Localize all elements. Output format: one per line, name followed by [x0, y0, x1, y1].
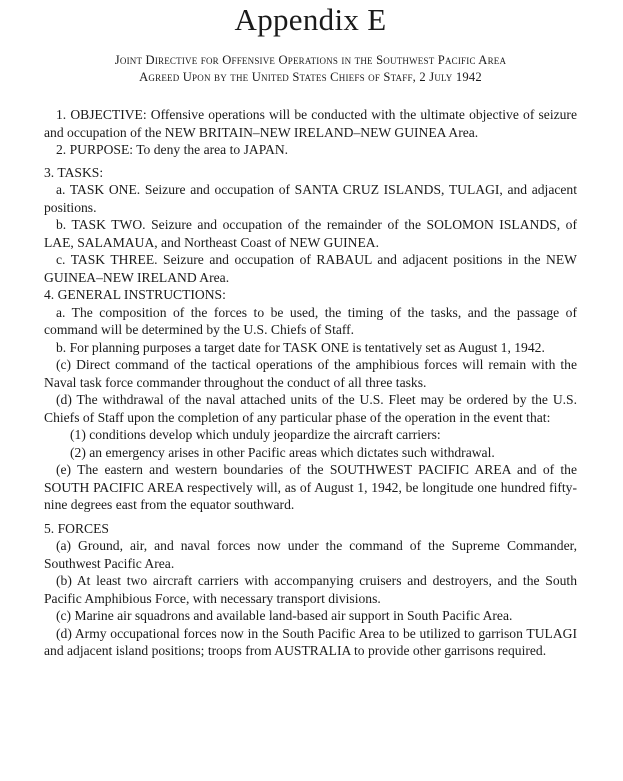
paragraph-instruction-d: (d) The withdrawal of the naval attached units of the U.S. Fleet may be ordered by the U.S. Chiefs of Staff upon the completion of any particular phase of the operation in the event that: [44, 392, 577, 425]
paragraph-task-three: c. TASK THREE. Seizure and occupation of RABAUL and adjacent positions in the NEW GUINEA–NEW IRELAND Area. [44, 252, 577, 285]
paragraph-instruction-a: a. The composition of the forces to be used, the timing of the tasks, and the passage of command will be determined by the U.S. Chiefs of Staff. [44, 304, 577, 337]
paragraph-forces-d: (d) Army occupational forces now in the South Pacific Area to be utilized to garrison TULAGI and adjacent island positions; troops from AUSTRALIA to provide other garrisons required. [44, 625, 577, 658]
paragraph-purpose: 2. PURPOSE: To deny the area to JAPAN. [56, 142, 289, 157]
paragraph-general-instructions-heading: 4. GENERAL INSTRUCTIONS: [44, 287, 226, 302]
subtitle-line-1: Joint Directive for Offensive Operations in the Southwest Pacific Area [114, 53, 507, 67]
paragraph-task-two: b. TASK TWO. Seizure and occupation of the remainder of the SOLOMON ISLANDS, of LAE, SALAMAUA, and Northeast Coast of NEW GUINEA. [44, 217, 577, 250]
paragraph-instruction-e: (e) The eastern and western boundaries of the SOUTHWEST PACIFIC AREA and of the SOUTH PACIFIC AREA respectively will, as of August 1, 1942, be longitude one hundred fifty-nine degrees east from the equator southward. [44, 462, 577, 512]
paragraph-instruction-c: (c) Direct command of the tactical operations of the amphibious forces will remain with the Naval task force commander throughout the conduct of all three tasks. [44, 357, 577, 390]
subtitle-line-2: Agreed Upon by the United States Chiefs of Staff, 2 July 1942 [139, 70, 482, 84]
paragraph-instruction-d1: (1) conditions develop which unduly jeopardize the aircraft carriers: [70, 427, 441, 442]
paragraph-tasks-heading: 3. TASKS: [44, 164, 104, 180]
paragraph-instruction-d2: (2) an emergency arises in other Pacific areas which dictates such withdrawal. [70, 444, 495, 460]
paragraph-task-one: a. TASK ONE. Seizure and occupation of SANTA CRUZ ISLANDS, TULAGI, and adjacent positions. [44, 182, 577, 215]
document-subtitle [44, 52, 577, 86]
paragraph-forces-a: (a) Ground, air, and naval forces now under the command of the Supreme Commander, Southwest Pacific Area. [44, 538, 577, 571]
paragraph-forces-heading: 5. FORCES [44, 520, 109, 536]
paragraph-forces-c: (c) Marine air squadrons and available land-based air support in South Pacific Area. [56, 608, 513, 623]
document-body [44, 106, 577, 660]
paragraph-objective: 1. OBJECTIVE: Offensive operations will be conducted with the ultimate objective of seizure and occupation of the NEW BRITAIN–NEW IRELAND–NEW GUINEA Area. [44, 107, 577, 140]
paragraph-instruction-b: b. For planning purposes a target date for TASK ONE is tentatively set as August 1, 1942. [56, 339, 545, 355]
page-title: Appendix E [234, 2, 387, 37]
paragraph-forces-b: (b) At least two aircraft carriers with accompanying cruisers and destroyers, and the South Pacific Amphibious Force, with necessary transport divisions. [44, 573, 577, 606]
